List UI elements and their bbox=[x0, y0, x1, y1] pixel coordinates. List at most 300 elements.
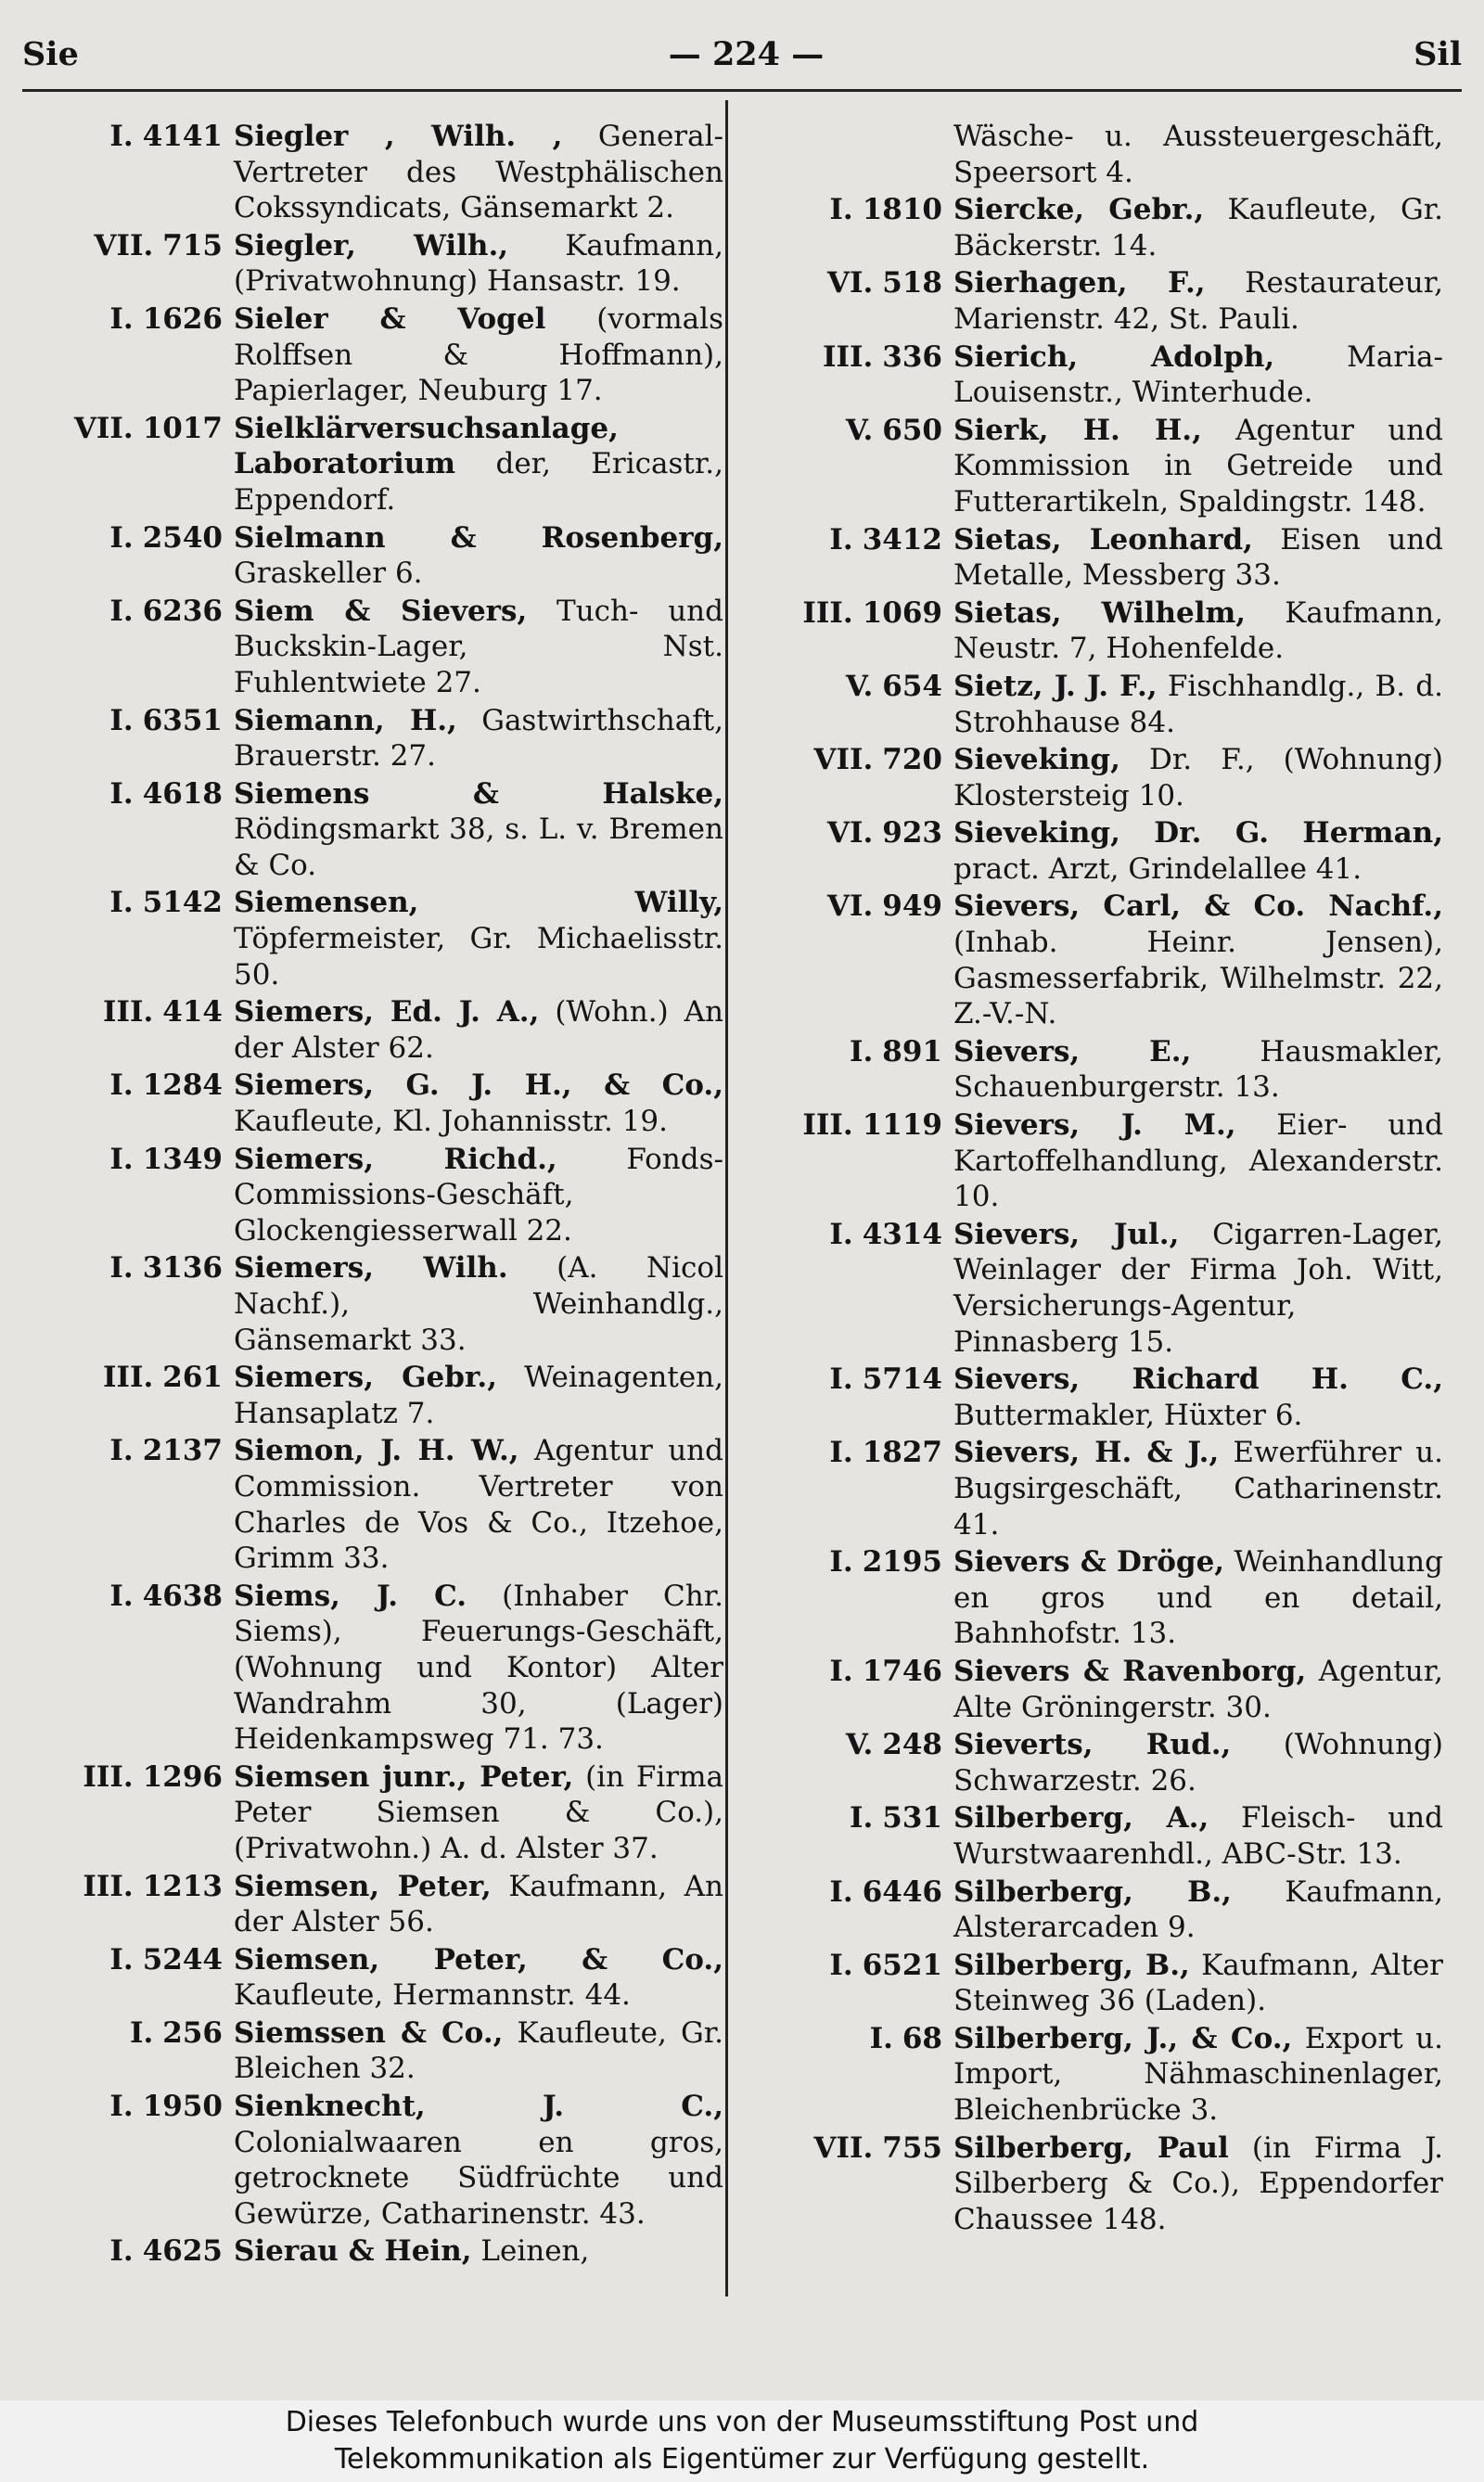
entry-name: Siemens & Halske, bbox=[234, 776, 723, 811]
entry-phone-number bbox=[742, 522, 953, 594]
entry-details: Kaufleute, Gr. Bleichen 32. bbox=[234, 2015, 723, 2086]
entry-phone-number bbox=[22, 119, 234, 226]
directory-entry bbox=[22, 1942, 727, 2014]
entry-phone-number bbox=[22, 1869, 234, 1940]
entry-details: General-Vertreter des Westphälischen Cokssyndicats, Gänsemarkt 2. bbox=[234, 120, 723, 225]
district-code: I. bbox=[109, 594, 134, 628]
district-code: I. bbox=[109, 703, 134, 737]
entry-name: Sieveking, Dr. G. Herman, bbox=[953, 816, 1443, 851]
district-code: III. bbox=[802, 1108, 853, 1143]
entry-phone-number bbox=[742, 1362, 953, 1433]
entry-name: Siercke, Gebr., bbox=[953, 193, 1205, 227]
entry-phone-number bbox=[742, 339, 953, 411]
entry-details: Fonds-Commissions-Geschäft, Glockengiesserwall 22. bbox=[234, 1142, 723, 1247]
line-number: 1017 bbox=[142, 411, 223, 445]
entry-phone-number bbox=[22, 1068, 234, 1139]
entry-details: Maria-Louisenstr., Winterhude. bbox=[953, 339, 1443, 410]
district-code: I. bbox=[109, 301, 134, 336]
district-code: I. bbox=[849, 1034, 874, 1068]
entry-name: Sievers, Jul., bbox=[953, 1217, 1180, 1251]
entry-body bbox=[953, 522, 1443, 594]
entry-phone-number bbox=[742, 1034, 953, 1106]
line-number: 1069 bbox=[862, 595, 942, 630]
entry-phone-number bbox=[742, 815, 953, 887]
entry-phone-number bbox=[742, 1800, 953, 1872]
directory-entry bbox=[22, 520, 727, 592]
district-code: I. bbox=[849, 1801, 874, 1836]
directory-entry bbox=[22, 994, 727, 1066]
entry-phone-number bbox=[742, 413, 953, 520]
directory-entry bbox=[22, 703, 727, 774]
entry-details: Hausmakler, Schauenburgerstr. 13. bbox=[953, 1034, 1443, 1105]
page-number: — 224 — bbox=[668, 34, 825, 73]
entry-body bbox=[234, 1433, 723, 1576]
entry-phone-number bbox=[742, 1948, 953, 2019]
district-code: I. bbox=[829, 1217, 853, 1251]
directory-entry bbox=[742, 595, 1447, 667]
entry-name: Sienknecht, J. C., bbox=[234, 2090, 723, 2124]
directory-entry bbox=[742, 2021, 1447, 2129]
entry-details: Kaufmann, Alsterarcaden 9. bbox=[953, 1874, 1443, 1945]
district-code: I. bbox=[109, 1942, 134, 1977]
entry-phone-number bbox=[22, 1579, 234, 1758]
entry-name: Siemann, H., bbox=[234, 703, 457, 737]
entry-phone-number bbox=[22, 2089, 234, 2232]
entry-body bbox=[953, 1435, 1443, 1542]
entry-body bbox=[234, 594, 723, 701]
entry-details: Agentur und Kommission in Getreide und Futterartikeln, Spaldingstr. 148. bbox=[953, 413, 1443, 518]
entry-name: Siegler, Wilh., bbox=[234, 228, 509, 262]
directory-entry bbox=[22, 2233, 727, 2270]
line-number: 6236 bbox=[142, 594, 223, 628]
entry-name: Sievers, H. & J., bbox=[953, 1436, 1220, 1470]
entry-name: Siemers, Ed. J. A., bbox=[234, 995, 540, 1030]
entry-phone-number bbox=[22, 1250, 234, 1358]
line-number: 518 bbox=[882, 266, 942, 301]
district-code: I. bbox=[829, 522, 853, 557]
directory-entry bbox=[22, 1142, 727, 1249]
entry-body bbox=[234, 2089, 723, 2232]
entry-body bbox=[953, 1107, 1443, 1215]
entry-phone-number bbox=[22, 1942, 234, 2014]
entry-body bbox=[234, 2015, 723, 2087]
entry-phone-number bbox=[742, 2130, 953, 2238]
line-number: 6446 bbox=[862, 1874, 942, 1909]
entry-body bbox=[234, 1869, 723, 1940]
entry-name: Sievers & Ravenborg, bbox=[953, 1654, 1307, 1688]
directory-entry bbox=[742, 119, 1447, 190]
district-code: V. bbox=[845, 1728, 874, 1762]
district-code: I. bbox=[829, 1874, 853, 1909]
entry-body bbox=[234, 1759, 723, 1867]
entry-body bbox=[953, 1544, 1443, 1652]
entry-details: Dr. F., (Wohnung) Klostersteig 10. bbox=[953, 743, 1443, 812]
entry-body bbox=[234, 228, 723, 300]
entry-body bbox=[234, 1360, 723, 1431]
entry-body bbox=[234, 1068, 723, 1139]
entry-name: Sierk, H. H., bbox=[953, 413, 1202, 447]
district-code: III. bbox=[83, 1759, 134, 1794]
entry-name: Sieler & Vogel bbox=[234, 301, 546, 336]
entry-details: der, Ericastr., Eppendorf. bbox=[234, 447, 723, 517]
directory-entry bbox=[742, 1034, 1447, 1106]
district-code: I. bbox=[829, 1436, 853, 1470]
entry-body bbox=[953, 889, 1443, 1031]
line-number: 1810 bbox=[862, 193, 942, 227]
entry-name: Sierich, Adolph, bbox=[953, 339, 1275, 374]
district-code: I. bbox=[829, 1545, 853, 1580]
line-number: 650 bbox=[882, 413, 942, 447]
entry-name: Sieverts, Rud., bbox=[953, 1728, 1232, 1762]
entry-details: Weinhandlung en gros und en detail, Bahnhofstr. 13. bbox=[953, 1545, 1443, 1651]
entry-name: Sielklärversuchsanlage, Laboratorium bbox=[234, 411, 619, 481]
entry-body bbox=[953, 1727, 1443, 1798]
district-code: I. bbox=[109, 1068, 134, 1103]
district-code: VI. bbox=[826, 889, 874, 924]
entry-name: Siemon, J. H. W., bbox=[234, 1434, 519, 1468]
line-number: 4141 bbox=[142, 120, 223, 153]
entry-phone-number bbox=[22, 703, 234, 774]
directory-entry bbox=[22, 1360, 727, 1431]
entry-details: Leinen, bbox=[471, 2234, 590, 2269]
entry-phone-number bbox=[22, 520, 234, 592]
entry-details: Kaufleute, Hermannstr. 44. bbox=[234, 1978, 631, 2013]
entry-body bbox=[953, 1654, 1443, 1725]
directory-entry bbox=[742, 669, 1447, 740]
directory-entry bbox=[22, 1068, 727, 1139]
directory-entry bbox=[22, 1433, 727, 1576]
entry-phone-number bbox=[742, 1107, 953, 1215]
line-number: 1119 bbox=[862, 1108, 942, 1143]
directory-entry bbox=[742, 2130, 1447, 2238]
entry-phone-number bbox=[22, 776, 234, 884]
line-number: 1349 bbox=[142, 1142, 223, 1176]
entry-body bbox=[234, 119, 723, 226]
district-code: I. bbox=[109, 2234, 134, 2269]
district-code: I. bbox=[109, 120, 134, 153]
entry-phone-number bbox=[22, 228, 234, 300]
entry-name: Siem & Sievers, bbox=[234, 594, 528, 628]
directory-entry bbox=[742, 1874, 1447, 1946]
entry-phone-number bbox=[22, 301, 234, 409]
entry-phone-number bbox=[742, 1874, 953, 1946]
entry-phone-number bbox=[742, 192, 953, 263]
directory-entry bbox=[22, 119, 727, 226]
entry-phone-number bbox=[22, 594, 234, 701]
entry-body bbox=[234, 1579, 723, 1758]
directory-entry bbox=[742, 1800, 1447, 1872]
entry-body bbox=[953, 1874, 1443, 1946]
directory-entry bbox=[742, 1544, 1447, 1652]
directory-entry bbox=[742, 192, 1447, 263]
entry-body bbox=[234, 776, 723, 884]
entry-name: Siemers, Gebr., bbox=[234, 1361, 498, 1395]
entry-details: Agentur, Alte Gröningerstr. 30. bbox=[953, 1654, 1443, 1724]
line-number: 720 bbox=[882, 743, 942, 777]
entry-body bbox=[953, 1362, 1443, 1433]
line-number: 248 bbox=[882, 1728, 942, 1762]
line-number: 1950 bbox=[142, 2090, 223, 2124]
entry-body bbox=[953, 1948, 1443, 2019]
district-code: I. bbox=[109, 1142, 134, 1176]
entry-details: Kaufleute, Kl. Johannisstr. 19. bbox=[234, 1105, 668, 1139]
directory-entry bbox=[742, 413, 1447, 520]
directory-entry bbox=[22, 776, 727, 884]
entry-body bbox=[953, 119, 1443, 190]
district-code: VII. bbox=[813, 2130, 874, 2165]
entry-details: Gastwirthschaft, Brauerstr. 27. bbox=[234, 703, 723, 774]
entry-body bbox=[953, 669, 1443, 740]
entry-name: Sievers, Richard H. C., bbox=[953, 1363, 1443, 1397]
entry-body bbox=[234, 520, 723, 592]
entry-name: Silberberg, J., & Co., bbox=[953, 2021, 1293, 2055]
entry-body bbox=[234, 301, 723, 409]
directory-entry bbox=[22, 2015, 727, 2087]
line-number: 4314 bbox=[862, 1217, 942, 1251]
district-code: I. bbox=[829, 193, 853, 227]
line-number: 261 bbox=[162, 1361, 223, 1395]
entry-details: Kaufleute, Gr. Bäckerstr. 14. bbox=[953, 193, 1443, 262]
line-number: 891 bbox=[882, 1034, 942, 1068]
line-number: 336 bbox=[882, 339, 942, 374]
entry-phone-number bbox=[22, 1142, 234, 1249]
entry-phone-number bbox=[22, 1759, 234, 1867]
district-code: I. bbox=[109, 520, 134, 555]
entry-details: Kaufmann, (Privatwohnung) Hansastr. 19. bbox=[234, 228, 723, 299]
directory-entry bbox=[742, 1107, 1447, 1215]
entry-phone-number bbox=[742, 1435, 953, 1542]
directory-entry bbox=[742, 522, 1447, 594]
entry-body bbox=[234, 1942, 723, 2014]
directory-entry bbox=[742, 1654, 1447, 1725]
entry-body bbox=[234, 885, 723, 992]
entry-details: Cigarren-Lager, Weinlager der Firma Joh. Witt, Versicherungs-Agentur, Pinnasberg 15. bbox=[953, 1217, 1444, 1359]
entry-name: Siemsen, Peter, & Co., bbox=[234, 1942, 723, 1977]
entry-phone-number bbox=[742, 2021, 953, 2129]
entry-phone-number bbox=[22, 1360, 234, 1431]
district-code: VII. bbox=[94, 228, 154, 262]
directory-entry bbox=[742, 1727, 1447, 1798]
directory-entry bbox=[742, 889, 1447, 1031]
entry-body bbox=[953, 1034, 1443, 1106]
entry-details: (A. Nicol Nachf.), Weinhandlg., Gänsemarkt 33. bbox=[234, 1251, 724, 1357]
entry-phone-number bbox=[22, 994, 234, 1066]
directory-entry bbox=[22, 1869, 727, 1940]
entry-phone-number bbox=[22, 885, 234, 992]
directory-entry bbox=[742, 265, 1447, 337]
left-column bbox=[22, 119, 727, 2271]
entry-name: Silberberg, B., bbox=[953, 1948, 1190, 1982]
line-number: 3412 bbox=[862, 522, 942, 557]
entry-details: pract. Arzt, Grindelallee 41. bbox=[953, 851, 1362, 886]
entry-name: Silberberg, B., bbox=[953, 1874, 1232, 1909]
entry-details: Eisen und Metalle, Messberg 33. bbox=[953, 522, 1444, 593]
entry-name: Sierau & Hein, bbox=[234, 2234, 472, 2269]
entry-name: Sietz, J. J. F., bbox=[953, 669, 1158, 703]
district-code: III. bbox=[102, 995, 154, 1030]
directory-entry bbox=[22, 228, 727, 300]
directory-entry bbox=[22, 885, 727, 992]
line-number: 4638 bbox=[142, 1579, 223, 1613]
entry-body bbox=[953, 339, 1443, 411]
district-code: I. bbox=[829, 1654, 853, 1688]
entry-details: (Inhaber Chr. Siems), Feuerungs-Geschäft, (Wohnung und Kontor) Alter Wandrahm 30, (Lager) Heidenkampsweg 71. 73. bbox=[234, 1579, 723, 1757]
entry-body bbox=[953, 265, 1443, 337]
entry-phone-number bbox=[22, 1433, 234, 1576]
entry-details: Töpfermeister, Gr. Michaelisstr. 50. bbox=[234, 922, 723, 992]
line-number: 414 bbox=[162, 995, 223, 1030]
entry-phone-number bbox=[22, 2233, 234, 2270]
district-code: I. bbox=[829, 1363, 853, 1397]
entry-phone-number bbox=[742, 1654, 953, 1725]
entry-name: Silberberg, A., bbox=[953, 1801, 1209, 1836]
entry-name: Sievers, Carl, & Co. Nachf., bbox=[953, 889, 1443, 924]
entry-details: Rödingsmarkt 38, s. L. v. Bremen & Co. bbox=[234, 812, 723, 882]
entry-name: Siemsen junr., Peter, bbox=[234, 1759, 574, 1794]
entry-details: (vormals Rolffsen & Hoffmann), Papierlager, Neuburg 17. bbox=[234, 301, 723, 408]
entry-details: Kaufmann, An der Alster 56. bbox=[234, 1869, 723, 1939]
directory-entry bbox=[742, 339, 1447, 411]
entry-body bbox=[953, 2021, 1443, 2129]
directory-entry bbox=[742, 815, 1447, 887]
entry-body bbox=[234, 1142, 723, 1249]
entry-phone-number bbox=[742, 889, 953, 1031]
district-code: I. bbox=[129, 2015, 154, 2050]
directory-entry bbox=[22, 2089, 727, 2232]
entry-body bbox=[234, 411, 723, 518]
footer-line-1: Dieses Telefonbuch wurde uns von der Museumsstiftung Post und bbox=[285, 2406, 1199, 2438]
district-code: III. bbox=[822, 339, 874, 374]
entry-body bbox=[953, 1800, 1443, 1872]
entry-body bbox=[953, 742, 1443, 813]
entry-details: (in Firma J. Silberberg & Co.), Eppendorfer Chaussee 148. bbox=[953, 2130, 1444, 2236]
entry-phone-number bbox=[742, 595, 953, 667]
line-number: 755 bbox=[882, 2130, 942, 2165]
directory-entry bbox=[22, 1250, 727, 1358]
line-number: 1626 bbox=[142, 301, 223, 336]
district-code: III. bbox=[802, 595, 853, 630]
directory-entry bbox=[22, 411, 727, 518]
entry-name: Siemers, G. J. H., & Co., bbox=[234, 1068, 723, 1103]
line-number: 4625 bbox=[142, 2234, 223, 2269]
district-code: I. bbox=[109, 1251, 134, 1286]
line-number: 949 bbox=[882, 889, 942, 924]
footer-line-2: Telekommunikation als Eigentümer zur Verfügung gestellt. bbox=[334, 2443, 1150, 2476]
entry-details: Colonialwaaren en gros, getrocknete Südfrüchte und Gewürze, Catharinenstr. 43. bbox=[234, 2125, 723, 2231]
line-number: 6351 bbox=[142, 703, 223, 737]
entry-details: (in Firma Peter Siemsen & Co.), (Privatwohn.) A. d. Alster 37. bbox=[234, 1759, 723, 1865]
entry-name: Sietas, Wilhelm, bbox=[953, 595, 1247, 630]
directory-entry bbox=[22, 594, 727, 701]
line-number: 1827 bbox=[862, 1436, 942, 1470]
line-number: 5714 bbox=[862, 1363, 942, 1397]
district-code: VII. bbox=[73, 411, 134, 445]
entry-phone-number bbox=[742, 119, 953, 190]
entry-name: Silberberg, Paul bbox=[953, 2130, 1229, 2165]
line-number: 3136 bbox=[142, 1251, 223, 1286]
entry-details: Kaufmann, Alter Steinweg 36 (Laden). bbox=[953, 1948, 1443, 2018]
line-number: 256 bbox=[162, 2015, 223, 2050]
line-number: 1284 bbox=[142, 1068, 223, 1103]
line-number: 2195 bbox=[862, 1545, 942, 1580]
line-number: 68 bbox=[902, 2021, 942, 2055]
entry-body bbox=[953, 1217, 1443, 1360]
line-number: 1213 bbox=[142, 1869, 223, 1903]
line-number: 923 bbox=[882, 816, 942, 851]
district-code: I. bbox=[109, 886, 134, 920]
header-right-keyword: Sil bbox=[1414, 34, 1462, 73]
entry-name: Sielmann & Rosenberg, bbox=[234, 520, 723, 555]
entry-details: Tuch- und Buckskin-Lager, Nst. Fuhlentwiete 27. bbox=[234, 594, 723, 699]
entry-phone-number bbox=[742, 1727, 953, 1798]
entry-name: Sierhagen, F., bbox=[953, 266, 1206, 301]
entry-body bbox=[234, 994, 723, 1066]
line-number: 6521 bbox=[862, 1948, 942, 1982]
district-code: VII. bbox=[813, 743, 874, 777]
entry-details: Fischhandlg., B. d. Strohhause 84. bbox=[953, 669, 1443, 739]
district-code: I. bbox=[829, 1948, 853, 1982]
line-number: 5142 bbox=[142, 886, 223, 920]
header-rule bbox=[22, 89, 1462, 92]
district-code: VI. bbox=[826, 816, 874, 851]
header-left-keyword: Sie bbox=[22, 34, 79, 73]
entry-details: Eier- und Kartoffelhandlung, Alexanderstr. 10. bbox=[953, 1108, 1443, 1214]
district-code: I. bbox=[109, 1434, 134, 1468]
district-code: V. bbox=[845, 669, 874, 703]
entry-details: Weinagenten, Hansaplatz 7. bbox=[234, 1361, 723, 1430]
entry-body bbox=[234, 2233, 723, 2270]
line-number: 2137 bbox=[142, 1434, 223, 1468]
district-code: VI. bbox=[826, 266, 874, 301]
entry-name: Siemssen & Co., bbox=[234, 2015, 504, 2050]
entry-details: Ewerführer u. Bugsirgeschäft, Catharinenstr. 41. bbox=[953, 1436, 1443, 1542]
entry-name: Siemers, Wilh. bbox=[234, 1251, 508, 1286]
entry-details: (Wohn.) An der Alster 62. bbox=[234, 995, 723, 1065]
footer-notice bbox=[0, 2400, 1484, 2482]
district-code: III. bbox=[83, 1869, 134, 1903]
directory-entry bbox=[742, 1362, 1447, 1433]
entry-body bbox=[953, 192, 1443, 263]
entry-name: Siemsen, Peter, bbox=[234, 1869, 492, 1903]
district-code: I. bbox=[109, 1579, 134, 1613]
entry-name: Siemers, Richd., bbox=[234, 1142, 557, 1176]
district-code: V. bbox=[845, 413, 874, 447]
line-number: 4618 bbox=[142, 776, 223, 811]
directory-entry bbox=[742, 1217, 1447, 1360]
entry-phone-number bbox=[742, 1217, 953, 1360]
directory-entry bbox=[742, 1435, 1447, 1542]
entry-body bbox=[953, 413, 1443, 520]
entry-name: Sievers, J. M., bbox=[953, 1108, 1236, 1143]
entry-body bbox=[953, 595, 1443, 667]
entry-phone-number bbox=[22, 2015, 234, 2087]
entry-details: Wäsche- u. Aussteuergeschäft, Speersort 4. bbox=[953, 120, 1443, 189]
entry-details: Kaufmann, Neustr. 7, Hohenfelde. bbox=[953, 595, 1443, 666]
line-number: 715 bbox=[162, 228, 223, 262]
entry-details: Buttermakler, Hüxter 6. bbox=[953, 1398, 1303, 1432]
entry-name: Sietas, Leonhard, bbox=[953, 522, 1253, 557]
entry-phone-number bbox=[742, 265, 953, 337]
district-code: I. bbox=[109, 776, 134, 811]
line-number: 1746 bbox=[862, 1654, 942, 1688]
entry-phone-number bbox=[742, 669, 953, 740]
entry-details: Agentur und Commission. Vertreter von Charles de Vos & Co., Itzehoe, Grimm 33. bbox=[234, 1434, 723, 1576]
entry-body bbox=[953, 815, 1443, 887]
entry-name: Siegler , Wilh. , bbox=[234, 120, 563, 153]
entry-phone-number bbox=[22, 411, 234, 518]
right-column bbox=[742, 119, 1447, 2239]
district-code: I. bbox=[869, 2021, 893, 2055]
